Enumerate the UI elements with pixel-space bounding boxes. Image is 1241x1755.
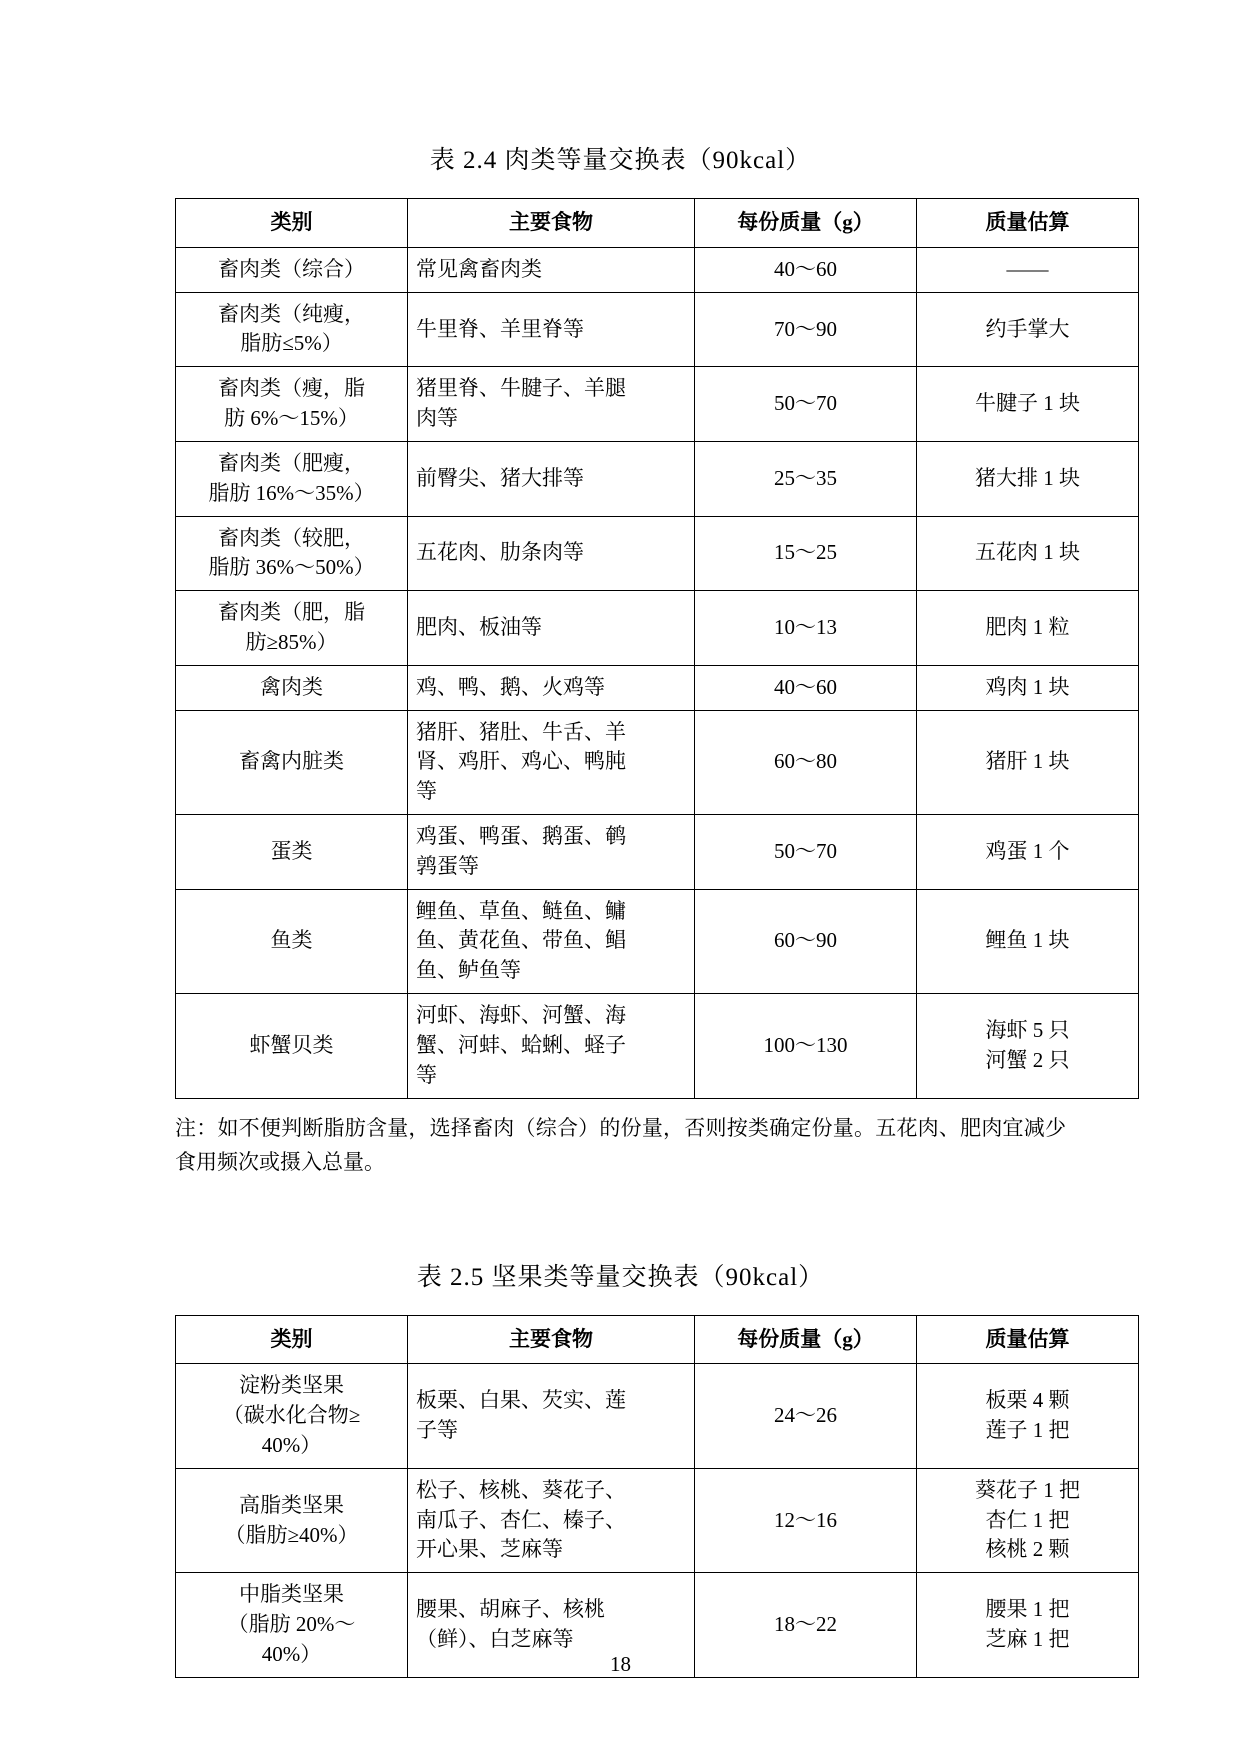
cell-estimate: 腰果 1 把 芝麻 1 把: [917, 1573, 1139, 1677]
cell-mass: 25～35: [695, 441, 917, 516]
cell-mass: 70～90: [695, 292, 917, 367]
cell-category: 虾蟹贝类: [176, 994, 408, 1098]
header-main-food: 主要食物: [408, 199, 695, 248]
table-row: [176, 292, 1139, 367]
section-spacer: [175, 1179, 1066, 1257]
cell-category: 畜禽内脏类: [176, 710, 408, 814]
cell-category: 畜肉类（综合）: [176, 247, 408, 292]
cell-mass: 40～60: [695, 247, 917, 292]
cell-mass: 12～16: [695, 1468, 917, 1572]
meat-exchange-table: [175, 198, 1139, 1099]
cell-mass: 50～70: [695, 367, 917, 442]
cell-estimate: 肥肉 1 粒: [917, 591, 1139, 666]
cell-mass: 15～25: [695, 516, 917, 591]
cell-estimate: 葵花子 1 把 杏仁 1 把 核桃 2 颗: [917, 1468, 1139, 1572]
cell-food: 腰果、胡麻子、核桃 （鲜）、白芝麻等: [408, 1573, 695, 1677]
cell-estimate: 约手掌大: [917, 292, 1139, 367]
table-title-meat: 表 2.4 肉类等量交换表（90kcal）: [429, 147, 812, 174]
table-row: [176, 591, 1139, 666]
cell-food: 鸡蛋、鸭蛋、鹅蛋、鹌 鹑蛋等: [408, 815, 695, 890]
cell-mass: 60～90: [695, 889, 917, 993]
table-row: [176, 1364, 1139, 1468]
table-header-row: [176, 1315, 1139, 1364]
cell-category: 畜肉类（纯瘦， 脂肪≤5%）: [176, 292, 408, 367]
cell-food: 鸡、鸭、鹅、火鸡等: [408, 665, 695, 710]
cell-category: 鱼类: [176, 889, 408, 993]
cell-estimate: 猪大排 1 块: [917, 441, 1139, 516]
cell-mass: 60～80: [695, 710, 917, 814]
table-row: [176, 367, 1139, 442]
cell-food: 五花肉、肋条肉等: [408, 516, 695, 591]
cell-food: 牛里脊、羊里脊等: [408, 292, 695, 367]
cell-estimate: 海虾 5 只 河蟹 2 只: [917, 994, 1139, 1098]
cell-estimate: 鲤鱼 1 块: [917, 889, 1139, 993]
cell-estimate: 板栗 4 颗 莲子 1 把: [917, 1364, 1139, 1468]
cell-food: 松子、核桃、葵花子、 南瓜子、杏仁、榛子、 开心果、芝麻等: [408, 1468, 695, 1572]
table-header-row: [176, 199, 1139, 248]
cell-category: 畜肉类（较肥， 脂肪 36%～50%）: [176, 516, 408, 591]
table-row: [176, 665, 1139, 710]
header-category: 类别: [176, 1315, 408, 1364]
cell-mass: 100～130: [695, 994, 917, 1098]
table-row: [176, 247, 1139, 292]
cell-mass: 50～70: [695, 815, 917, 890]
table-row: [176, 441, 1139, 516]
cell-category: 蛋类: [176, 815, 408, 890]
table-row: [176, 994, 1139, 1098]
cell-estimate: 五花肉 1 块: [917, 516, 1139, 591]
header-mass-per-serving: 每份质量（g）: [695, 1315, 917, 1364]
table-row: [176, 516, 1139, 591]
cell-mass: 10～13: [695, 591, 917, 666]
nuts-exchange-table: [175, 1315, 1139, 1678]
header-mass-per-serving: 每份质量（g）: [695, 199, 917, 248]
header-category: 类别: [176, 199, 408, 248]
cell-estimate: 鸡肉 1 块: [917, 665, 1139, 710]
header-mass-estimate: 质量估算: [917, 1315, 1139, 1364]
cell-food: 猪肝、猪肚、牛舌、羊 肾、鸡肝、鸡心、鸭肫 等: [408, 710, 695, 814]
cell-food: 常见禽畜肉类: [408, 247, 695, 292]
cell-category: 中脂类坚果 （脂肪 20%～ 40%）: [176, 1573, 408, 1677]
cell-category: 淀粉类坚果 （碳水化合物≥ 40%）: [176, 1364, 408, 1468]
cell-mass: 40～60: [695, 665, 917, 710]
cell-food: 鲤鱼、草鱼、鲢鱼、鳙 鱼、黄花鱼、带鱼、鲳 鱼、鲈鱼等: [408, 889, 695, 993]
cell-food: 前臀尖、猪大排等: [408, 441, 695, 516]
cell-estimate: 猪肝 1 块: [917, 710, 1139, 814]
cell-category: 畜肉类（肥瘦， 脂肪 16%～35%）: [176, 441, 408, 516]
table-row: [176, 710, 1139, 814]
header-main-food: 主要食物: [408, 1315, 695, 1364]
cell-food: 板栗、白果、芡实、莲 子等: [408, 1364, 695, 1468]
page-number: 18: [610, 1652, 631, 1676]
table-note-meat: 注：如不便判断脂肪含量，选择畜肉（综合）的份量，否则按类确定份量。五花肉、肥肉宜减少食用频次或摄入总量。: [175, 1115, 1066, 1174]
cell-category: 禽肉类: [176, 665, 408, 710]
cell-mass: 18～22: [695, 1573, 917, 1677]
cell-food: 河虾、海虾、河蟹、海 蟹、河蚌、蛤蜊、蛏子 等: [408, 994, 695, 1098]
header-mass-estimate: 质量估算: [917, 199, 1139, 248]
cell-estimate: ——: [917, 247, 1139, 292]
cell-mass: 24～26: [695, 1364, 917, 1468]
cell-food: 猪里脊、牛腱子、羊腿 肉等: [408, 367, 695, 442]
cell-category: 畜肉类（瘦，脂 肪 6%～15%）: [176, 367, 408, 442]
table-row: [176, 815, 1139, 890]
table-row: [176, 889, 1139, 993]
table-row: [176, 1468, 1139, 1572]
cell-food: 肥肉、板油等: [408, 591, 695, 666]
cell-category: 高脂类坚果 （脂肪≥40%）: [176, 1468, 408, 1572]
cell-category: 畜肉类（肥，脂 肪≥85%）: [176, 591, 408, 666]
table-title-nuts: 表 2.5 坚果类等量交换表（90kcal）: [416, 1263, 825, 1291]
cell-estimate: 鸡蛋 1 个: [917, 815, 1139, 890]
cell-estimate: 牛腱子 1 块: [917, 367, 1139, 442]
